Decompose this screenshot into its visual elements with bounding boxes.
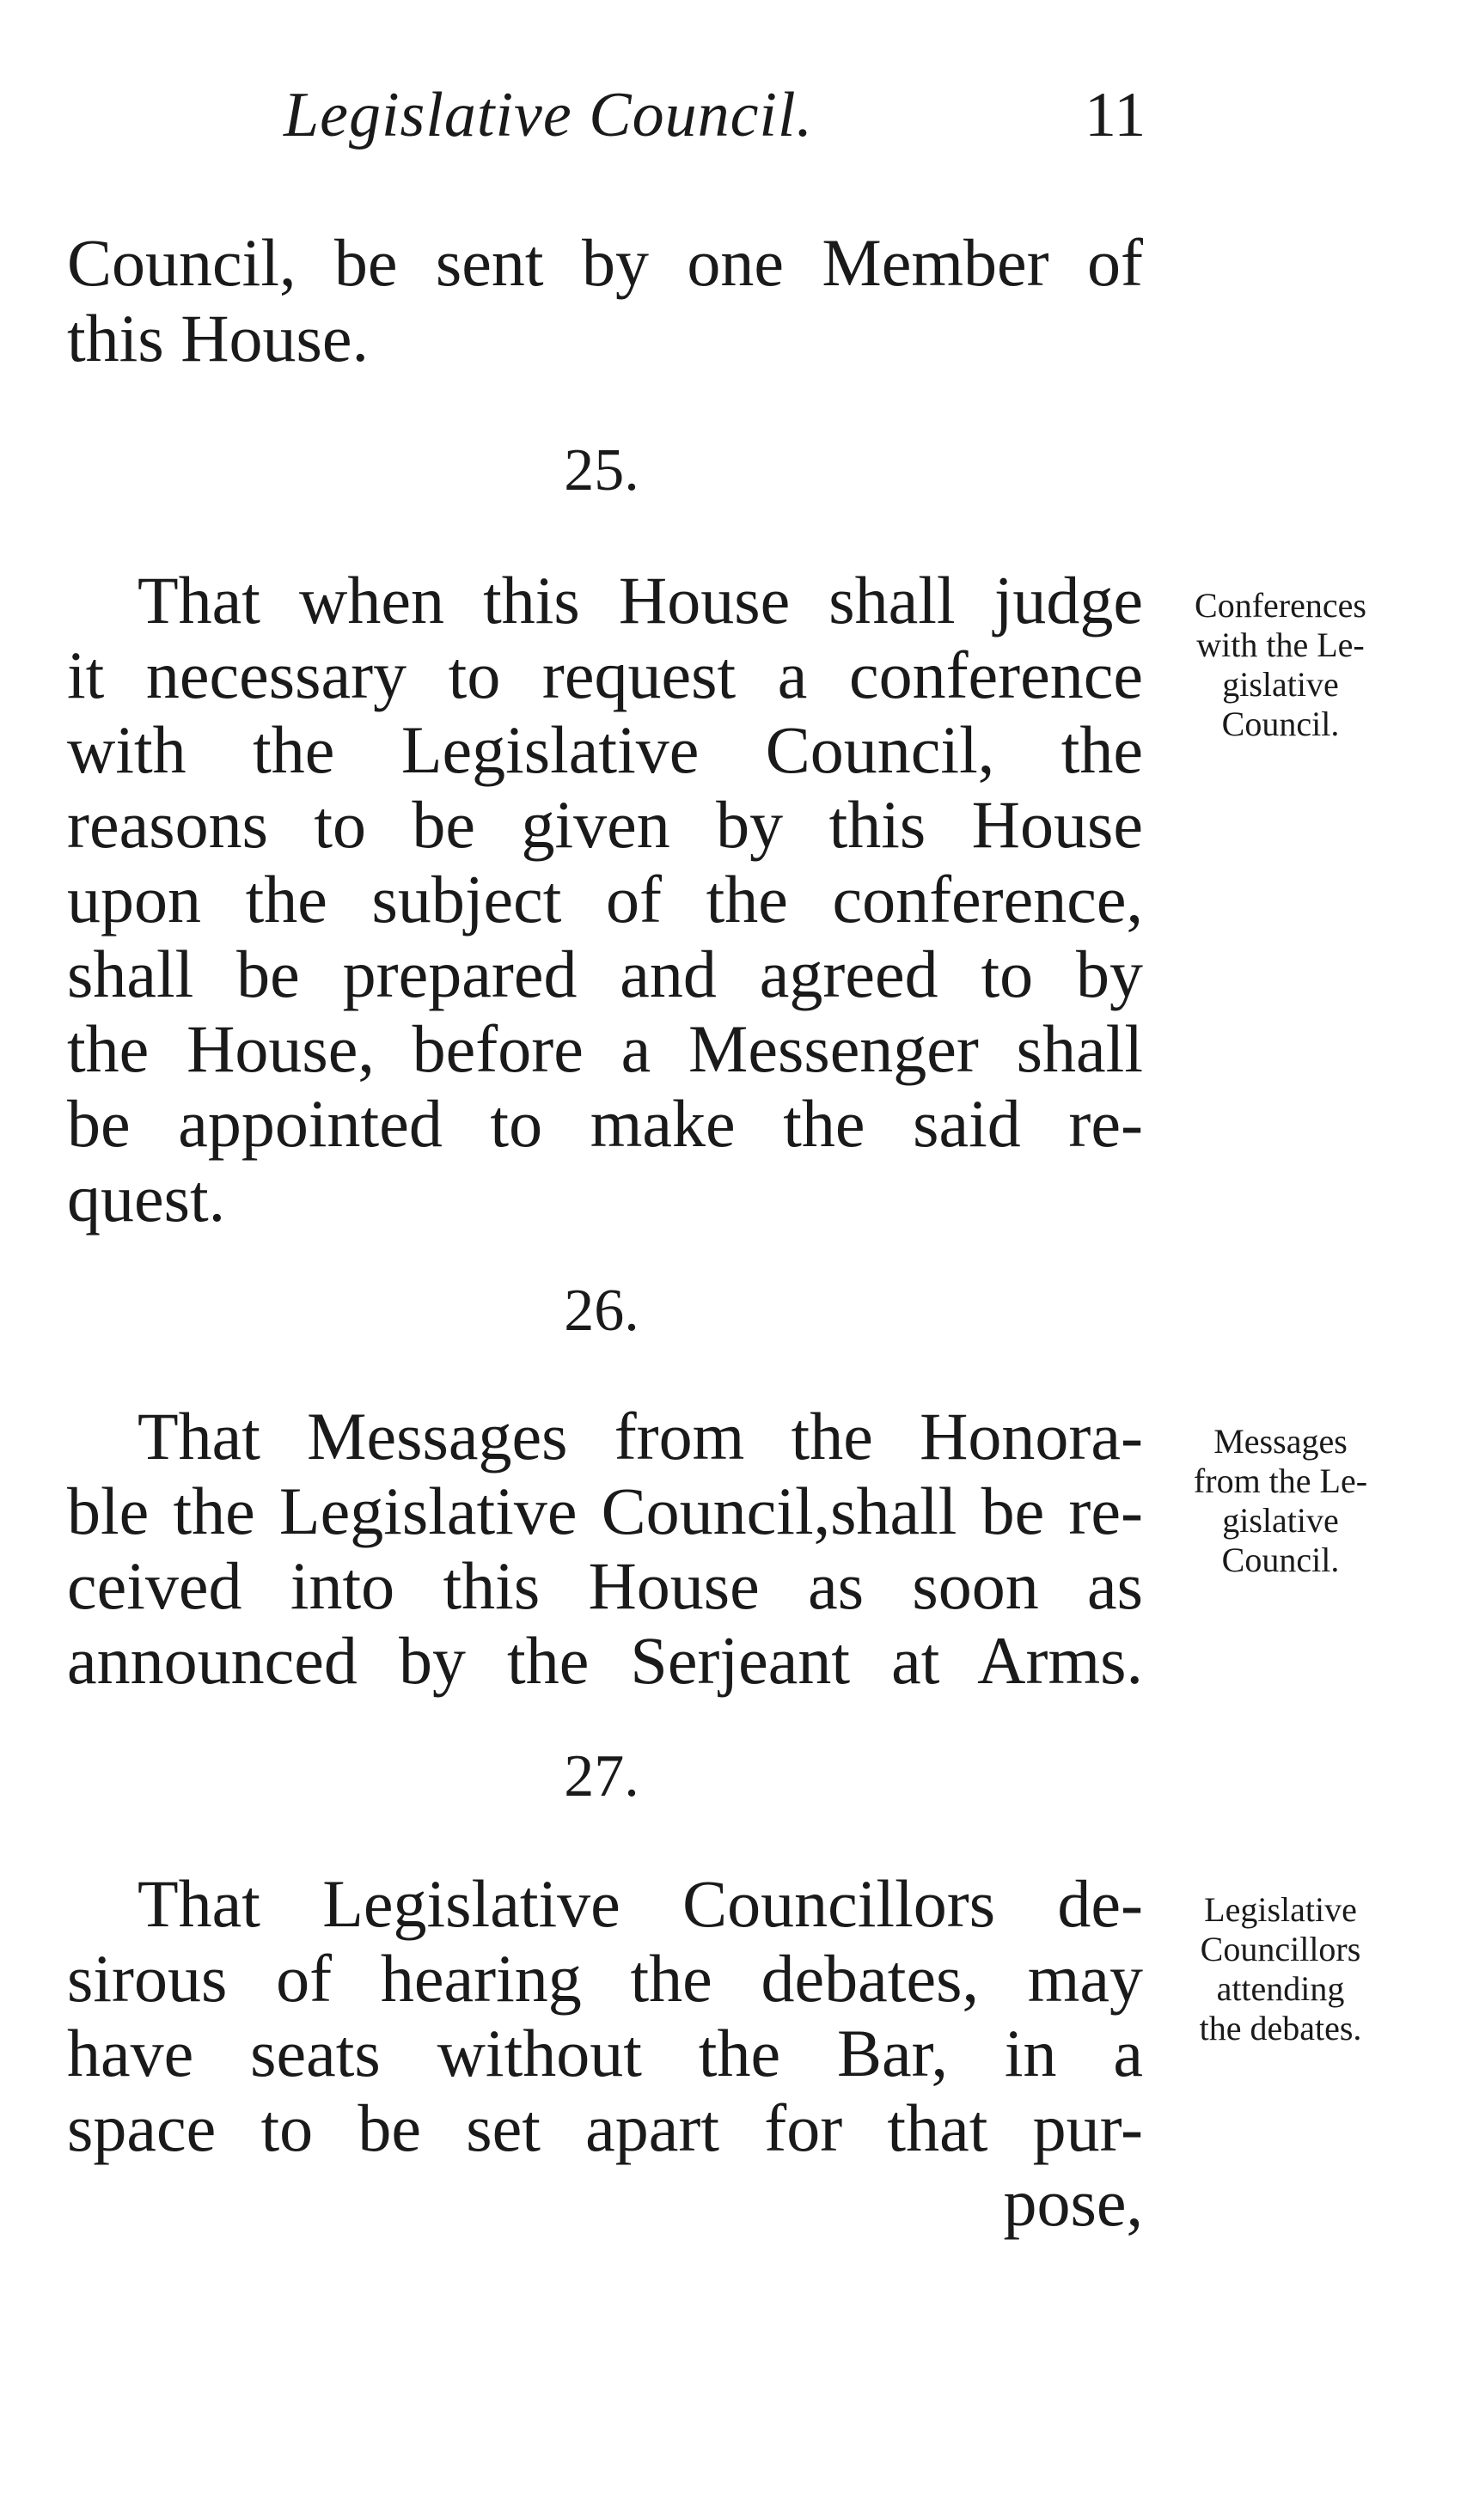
side-note-line: Councillors [1200, 1930, 1361, 1968]
body-line: That when this House shall judge [138, 563, 1143, 638]
side-note-line: gislative [1222, 665, 1339, 704]
body-line: Council, be sent by one Member of [67, 225, 1143, 300]
side-note-line: the debates. [1199, 2009, 1362, 2047]
body-line: reasons to be given by this House [67, 787, 1143, 862]
body-line: sirous of hearing the debates, may [67, 1941, 1143, 2016]
side-note-line: attending [1216, 1969, 1345, 2008]
running-head-title: Legislative Council. [284, 80, 814, 150]
side-note-line: with the Le- [1196, 625, 1365, 664]
body-line: upon the subject of the conference, [67, 862, 1143, 937]
side-note-line: Messages [1213, 1422, 1348, 1461]
section-number: 27. [564, 1743, 639, 1809]
body-line: have seats without the Bar, in a [67, 2016, 1143, 2090]
body-line: with the Legislative Council, the [67, 712, 1143, 787]
section-number: 25. [564, 437, 639, 503]
side-note-line: Legislative [1204, 1890, 1357, 1929]
side-note [1152, 1890, 1409, 2048]
side-note-line: from the Le- [1193, 1461, 1368, 1500]
body-line: That Messages from the Honora- [138, 1399, 1143, 1474]
catchword: pose, [1003, 2165, 1143, 2240]
side-note [1152, 1422, 1409, 1580]
body-line: be appointed to make the said re- [67, 1086, 1143, 1161]
body-line: this House. [67, 301, 369, 375]
side-note [1152, 586, 1409, 744]
body-line: quest. [67, 1161, 226, 1236]
body-line: That Legislative Councillors de- [138, 1866, 1143, 1941]
body-line: ceived into this House as soon as [67, 1548, 1143, 1623]
side-note-line: gislative [1222, 1501, 1339, 1540]
page-number: 11 [1085, 80, 1146, 150]
body-line: it necessary to request a conference [67, 638, 1143, 712]
body-line: announced by the Serjeant at Arms. [67, 1623, 1143, 1698]
section-number: 26. [564, 1278, 639, 1344]
body-line: the House, before a Messenger shall [67, 1011, 1143, 1086]
body-line: ble the Legislative Council,shall be re- [67, 1474, 1143, 1548]
body-line: shall be prepared and agreed to by [67, 937, 1143, 1011]
side-note-line: Council. [1221, 705, 1340, 743]
side-note-line: Council. [1221, 1541, 1340, 1579]
side-note-line: Conferences [1195, 586, 1366, 625]
body-line: space to be set apart for that pur- [67, 2090, 1143, 2165]
